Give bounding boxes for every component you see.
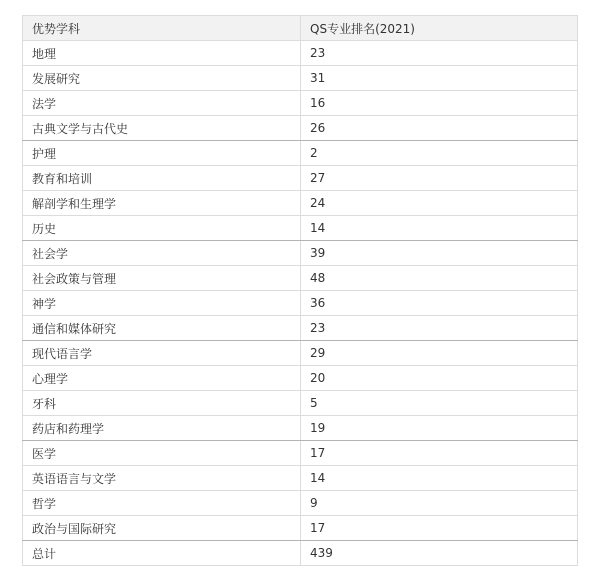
table-row [23, 341, 578, 366]
rank-cell: 23 [301, 41, 578, 66]
rank-cell: 26 [301, 116, 578, 141]
table-body [23, 41, 578, 566]
rank-cell: 27 [301, 166, 578, 191]
subject-cell: 药店和药理学 [23, 416, 301, 441]
subject-cell: 历史 [23, 216, 301, 241]
table-row [23, 441, 578, 466]
subject-cell: 护理 [23, 141, 301, 166]
subject-cell: 古典文学与古代史 [23, 116, 301, 141]
rank-cell: 5 [301, 391, 578, 416]
rank-cell: 39 [301, 241, 578, 266]
table-row [23, 516, 578, 541]
subject-cell: 政治与国际研究 [23, 516, 301, 541]
table-row [23, 366, 578, 391]
subject-cell: 教育和培训 [23, 166, 301, 191]
rank-cell: 17 [301, 441, 578, 466]
rank-cell: 14 [301, 216, 578, 241]
rank-cell: 19 [301, 416, 578, 441]
rank-cell: 9 [301, 491, 578, 516]
table-row [23, 141, 578, 166]
rank-cell: 2 [301, 141, 578, 166]
rank-cell: 17 [301, 516, 578, 541]
ranking-table [22, 15, 578, 566]
rank-cell: 23 [301, 316, 578, 341]
table-row [23, 541, 578, 566]
table-row [23, 391, 578, 416]
subject-cell: 牙科 [23, 391, 301, 416]
subject-cell: 哲学 [23, 491, 301, 516]
subject-cell: 通信和媒体研究 [23, 316, 301, 341]
subject-cell: 社会学 [23, 241, 301, 266]
table-row [23, 491, 578, 516]
header-qs-rank: QS专业排名(2021) [301, 16, 578, 41]
table-header-row [23, 16, 578, 41]
subject-cell: 英语语言与文学 [23, 466, 301, 491]
subject-cell: 地理 [23, 41, 301, 66]
table-row [23, 266, 578, 291]
subject-cell: 神学 [23, 291, 301, 316]
subject-cell: 发展研究 [23, 66, 301, 91]
table-row [23, 291, 578, 316]
table-row [23, 241, 578, 266]
subject-cell: 法学 [23, 91, 301, 116]
subject-cell: 医学 [23, 441, 301, 466]
table-row [23, 116, 578, 141]
table-row [23, 316, 578, 341]
table-row [23, 66, 578, 91]
rank-cell: 439 [301, 541, 578, 566]
subject-cell: 心理学 [23, 366, 301, 391]
subject-cell: 现代语言学 [23, 341, 301, 366]
subject-cell: 总计 [23, 541, 301, 566]
rank-cell: 48 [301, 266, 578, 291]
rank-cell: 20 [301, 366, 578, 391]
rank-cell: 14 [301, 466, 578, 491]
rank-cell: 36 [301, 291, 578, 316]
rank-cell: 29 [301, 341, 578, 366]
rank-cell: 31 [301, 66, 578, 91]
table-row [23, 91, 578, 116]
table-row [23, 191, 578, 216]
table-row [23, 416, 578, 441]
header-subject: 优势学科 [23, 16, 301, 41]
table-row [23, 216, 578, 241]
subject-cell: 解剖学和生理学 [23, 191, 301, 216]
rank-cell: 24 [301, 191, 578, 216]
table-row [23, 466, 578, 491]
subject-cell: 社会政策与管理 [23, 266, 301, 291]
table-row [23, 41, 578, 66]
rank-cell: 16 [301, 91, 578, 116]
table-row [23, 166, 578, 191]
